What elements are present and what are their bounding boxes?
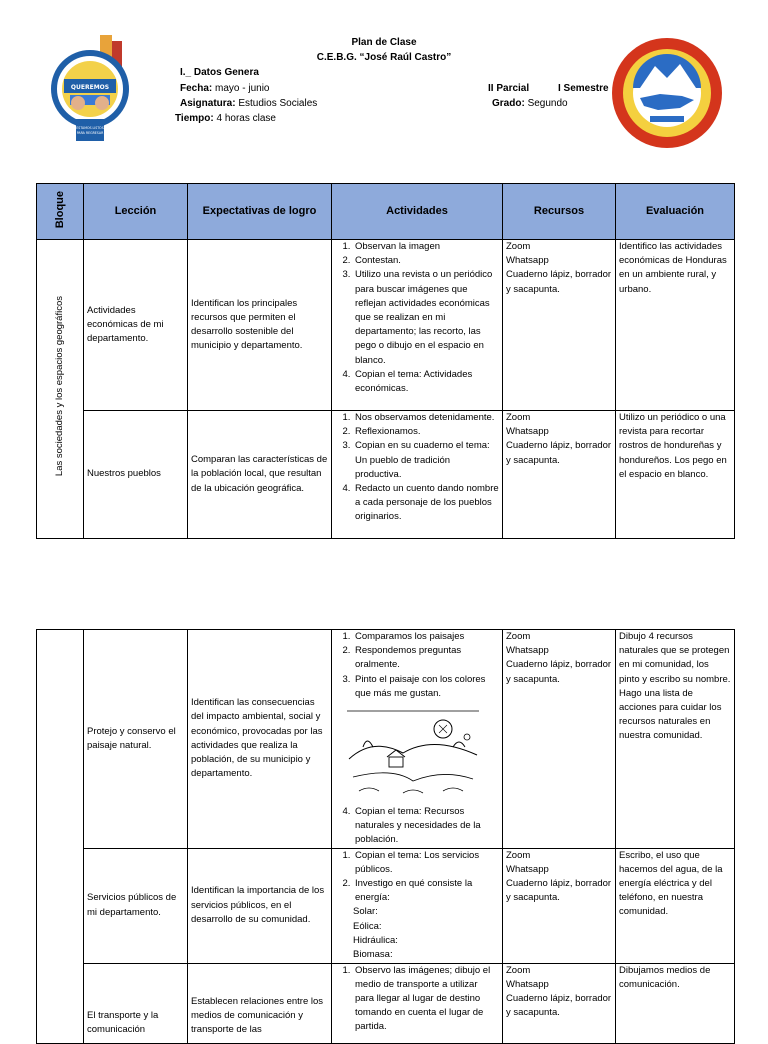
bloque-cell [37, 240, 84, 539]
recursos-cell [503, 848, 616, 963]
asignatura-value: Estudios Sociales [238, 98, 318, 109]
header-evaluacion: Evaluación [616, 184, 735, 240]
table-row [37, 411, 735, 539]
recursos-cell [503, 411, 616, 539]
resource-item: Whatsapp [506, 978, 549, 990]
header-recursos: Recursos [503, 184, 616, 240]
lesson-table-2 [36, 629, 735, 1044]
resource-item: Zoom [506, 849, 531, 861]
resource-item: Cuaderno lápiz, borrador y sacapunta. [506, 440, 612, 466]
list-item: 3. Copian en su cuaderno el tema: Un pueblo de tradición productiva. [353, 439, 499, 482]
svg-text:QUEREMOS: QUEREMOS [70, 84, 110, 91]
plan-title: Plan de Clase [351, 37, 417, 48]
grado-line [492, 96, 568, 112]
expectativas-cell: Establecen relaciones entre los medios de comunicación y transporte de las [188, 963, 332, 1043]
table-row [37, 240, 735, 411]
list-item: 4. Copian el tema: Recursos naturales y necesidades de la población. [353, 805, 499, 848]
evaluacion-cell: Dibujo 4 recursos naturales que se protegen en mi comunidad, los pinto y escribo su nombre. Hago una lista de acciones para cuidar los recursos naturales en nuestra comunidad. [616, 630, 735, 849]
school-logo-right [610, 36, 724, 150]
semestre: I Semestre [558, 83, 609, 94]
resource-item: Whatsapp [506, 426, 549, 438]
table-row [37, 848, 735, 963]
recursos-cell [503, 240, 616, 411]
energy-item: Hidráulica: [353, 934, 398, 946]
bloque-cell [37, 630, 84, 1044]
resource-item: Whatsapp [506, 255, 549, 267]
leccion-cell: Nuestros pueblos [84, 411, 188, 539]
list-item: 1. Comparamos los paisajes [353, 630, 499, 644]
table-header-row [37, 184, 735, 240]
evaluacion-cell: Utilizo un periódico o una revista para recortar rostros de hondureñas y hondureños. Los pego en el espacio en blanco. [616, 411, 735, 539]
tiempo-value: 4 horas clase [216, 113, 276, 124]
list-item: 1. Observo las imágenes; dibujo el medio de transporte a utilizar para llegar al lugar de destino tomando en cuenta el lugar de partida. [353, 964, 499, 1035]
expectativas-cell: Comparan las características de la población local, que resultan de la ubicación geográfica. [188, 411, 332, 539]
list-item: 1. Copian el tema: Los servicios públicos. [353, 849, 499, 877]
list-item: 1. Nos observamos detenidamente. [353, 411, 499, 425]
leccion-cell: Servicios públicos de mi departamento. [84, 848, 188, 963]
resource-item: Zoom [506, 964, 531, 976]
school-name: C.E.B.G. “José Raúl Castro” [316, 52, 452, 63]
energy-item: Eólica: [353, 920, 382, 932]
leccion-cell: Protejo y conservo el paisaje natural. [84, 630, 188, 849]
svg-text:PARA REGRESAR: PARA REGRESAR [76, 131, 104, 135]
lesson-table-1 [36, 183, 735, 539]
leccion-cell: El transporte y la comunicación [84, 963, 188, 1043]
expectativas-cell: Identifican los principales recursos que permiten el desarrollo sostenible del municipio y departamento. [188, 240, 332, 411]
energy-item: Solar: [353, 906, 378, 918]
list-item: 2. Respondemos preguntas oralmente. [353, 644, 499, 672]
resource-item: Zoom [506, 631, 531, 642]
recursos-cell [503, 963, 616, 1043]
table-row [37, 963, 735, 1043]
expectativas-cell: Identifican la importancia de los servicios públicos, en el desarrollo de su comunidad. [188, 848, 332, 963]
evaluacion-cell: Identifico las actividades económicas de Honduras en un ambiente rural, y urbano. [616, 240, 735, 411]
header-leccion: Lección [84, 184, 188, 240]
resource-item: Whatsapp [506, 645, 549, 657]
grado-label: Grado: [492, 98, 525, 109]
fecha-value: mayo - junio [215, 82, 270, 94]
list-item: 2. Contestan. [353, 254, 499, 268]
grado-value: Segundo [527, 98, 568, 109]
list-item: 3. Pinto el paisaje con los colores que más me gustan. [353, 673, 499, 701]
header-bloque: Bloque [37, 184, 84, 240]
resource-item: Zoom [506, 241, 531, 252]
resource-item: Cuaderno lápiz, borrador y sacapunta. [506, 993, 612, 1019]
svg-text:ESTAMOS LISTOS: ESTAMOS LISTOS [76, 126, 104, 130]
parcial: II Parcial [488, 83, 530, 94]
landscape-illustration [343, 707, 483, 799]
resource-item: Whatsapp [506, 863, 549, 875]
energy-item: Biomasa: [353, 949, 393, 961]
recursos-cell [503, 630, 616, 849]
header-expectativas: Expectativas de logro [188, 184, 332, 240]
section-title: I._ Datos Genera [180, 67, 259, 78]
actividades-cell [332, 848, 503, 963]
resource-item: Cuaderno lápiz, borrador y sacapunta. [506, 878, 612, 904]
bloque-name: Las sociedades y los espacios geográficos [53, 296, 65, 477]
resource-item: Cuaderno lápiz, borrador y sacapunta. [506, 659, 612, 685]
evaluacion-cell: Dibujamos medios de comunicación. [616, 963, 735, 1043]
general-data [180, 65, 317, 112]
header-actividades: Actividades [332, 184, 503, 240]
list-item: 4. Redacto un cuento dando nombre a cada personaje de los pueblos originarios. [353, 482, 499, 525]
fecha-label: Fecha: [180, 82, 213, 94]
actividades-cell [332, 630, 503, 849]
actividades-cell [332, 411, 503, 539]
tiempo-label: Tiempo: [175, 113, 214, 124]
table-row [37, 630, 735, 849]
actividades-cell [332, 240, 503, 411]
expectativas-cell: Identifican las consecuencias del impacto ambiental, social y económico, provocadas por las actividades que realiza la población, de su municipio y departamento. [188, 630, 332, 849]
asignatura-label: Asignatura: [180, 98, 236, 109]
list-item: 2. Investigo en qué consiste la energía: [353, 877, 499, 905]
evaluacion-cell: Escribo, el uso que hacemos del agua, de la energía eléctrica y del teléfono, en nuestra comunidad. [616, 848, 735, 963]
tiempo-line [175, 111, 276, 127]
school-logo-left [50, 33, 130, 145]
list-item: 1. Observan la imagen [353, 240, 499, 254]
resource-item: Cuaderno lápiz, borrador y sacapunta. [506, 269, 612, 295]
leccion-cell: Actividades económicas de mi departamento. [84, 240, 188, 411]
resource-item: Zoom [506, 412, 531, 423]
list-item: 2. Reflexionamos. [353, 425, 499, 439]
list-item: 4. Copian el tema: Actividades económicas. [353, 368, 499, 396]
actividades-cell [332, 963, 503, 1043]
list-item: 3. Utilizo una revista o un periódico para buscar imágenes que reflejan actividades económicas que se realizan en mi departamento; las recorto, las pego o dibujo en el espacio en blanco. [353, 268, 499, 367]
